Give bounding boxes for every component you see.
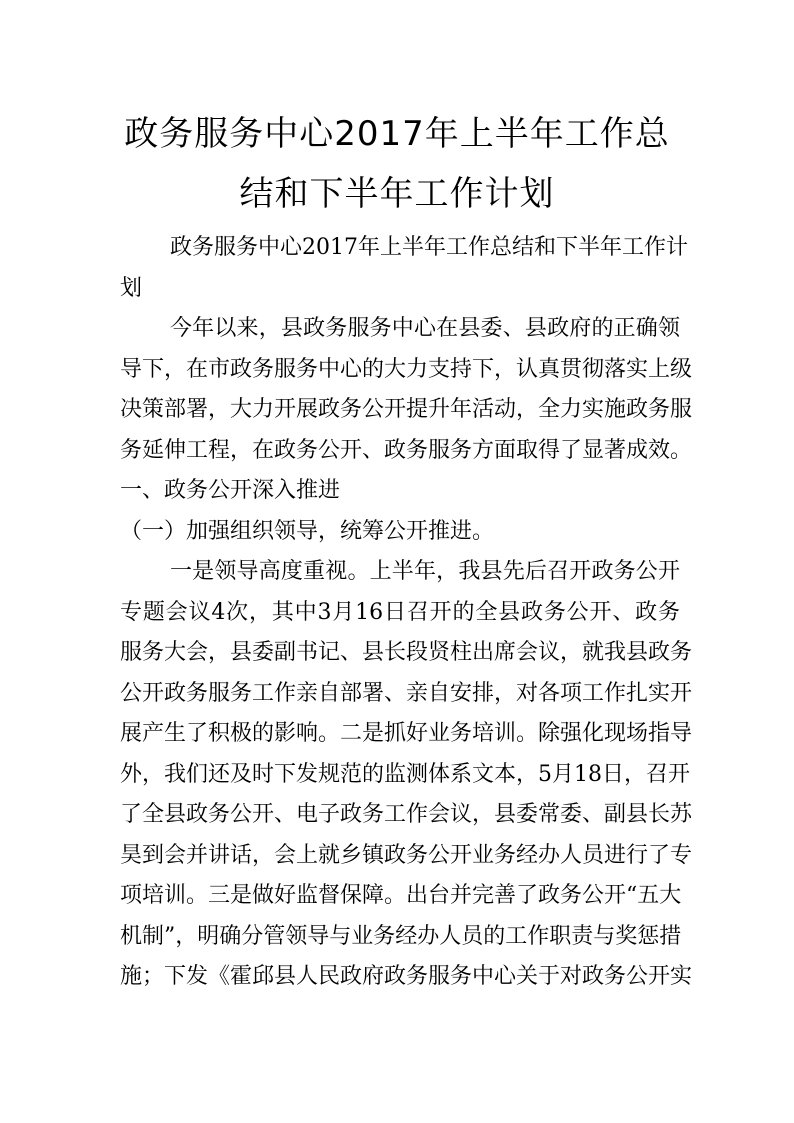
- body-line: 服务大会，县委副书记、县长段贤柱出席会议，就我县政务: [120, 640, 693, 665]
- body-line: 机制”，明确分管领导与业务经办人员的工作职责与奖惩措: [120, 923, 682, 949]
- body-line: 了全县政务公开、电子政务工作会议，县委常委、副县长苏: [120, 802, 693, 827]
- document-body: [120, 228, 693, 998]
- body-line: 外，我们还及时下发规范的监测体系文本，5月18日，召开: [120, 761, 690, 787]
- document-title-line-2: 结和下半年工作计划: [239, 174, 555, 214]
- body-line: 施；下发《霍邱县人民政府政务服务中心关于对政务公开实: [120, 964, 693, 989]
- body-line: 决策部署，大力开展政务公开提升年活动，全力实施政务服: [120, 397, 693, 422]
- body-line: 公开政务服务工作亲自部署、亲自安排，对各项工作扎实开: [120, 680, 693, 706]
- section-heading: 一、政务公开深入推进: [120, 478, 341, 503]
- body-line: 项培训。三是做好监督保障。出台并完善了政务公开“五大: [120, 883, 682, 908]
- body-line: 政务服务中心2017年上半年工作总结和下半年工作计: [170, 235, 688, 260]
- body-line: 划: [120, 275, 143, 301]
- body-line: 一是领导高度重视。上半年，我县先后召开政务公开: [170, 559, 680, 584]
- document-title-line-1: 政务服务中心2017年上半年工作总: [124, 114, 670, 154]
- body-line: 专题会议4次，其中3月16日召开的全县政务公开、政务: [120, 599, 680, 625]
- body-line: 昊到会并讲话，会上就乡镇政务公开业务经办人员进行了专: [120, 842, 693, 868]
- body-line: 展产生了积极的影响。二是抓好业务培训。除强化现场指导: [120, 721, 693, 746]
- body-line: 导下，在市政务服务中心的大力支持下，认真贯彻落实上级: [120, 356, 693, 382]
- body-line: 今年以来，县政务服务中心在县委、县政府的正确领: [170, 316, 680, 341]
- subsection-heading: （一）加强组织领导，统筹公开推进。: [120, 518, 495, 544]
- body-line: 务延伸工程，在政务公开、政务服务方面取得了显著成效。: [120, 437, 693, 463]
